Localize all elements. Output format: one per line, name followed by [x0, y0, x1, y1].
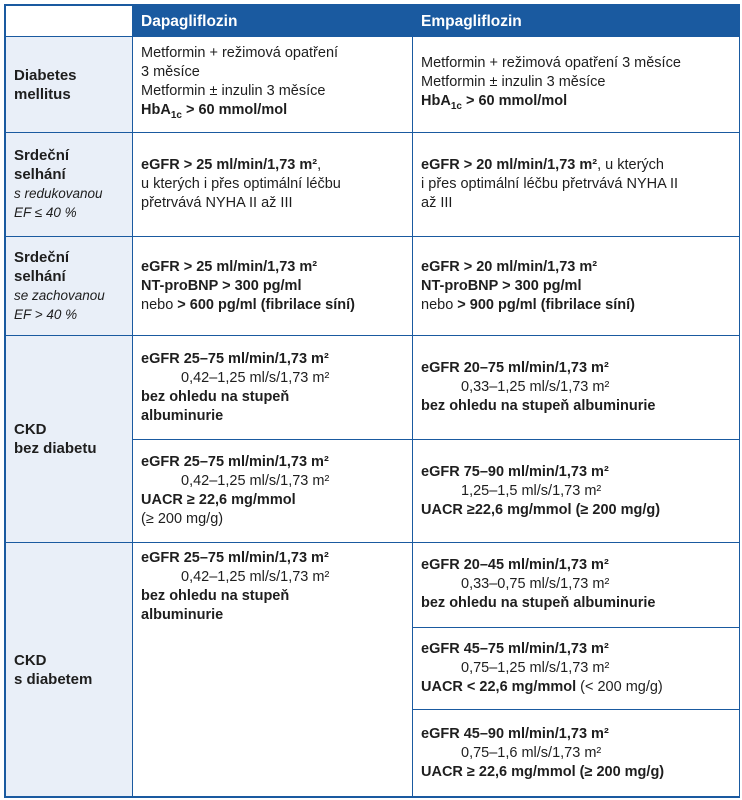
cell-ckd-nd-empa-b — [413, 440, 740, 543]
ntprobnp-line: NT-proBNP > 300 pg/ml — [421, 277, 582, 294]
row-ckd-no-diabetes-a — [6, 336, 740, 440]
header-row — [6, 6, 740, 37]
egfr-si-line: 1,25–1,5 ml/s/1,73 m² — [461, 482, 602, 499]
egfr-line: eGFR 25–75 ml/min/1,73 m² — [141, 550, 329, 567]
cell-text: až III — [421, 194, 453, 211]
cell-text: bez ohledu na stupeň albuminurie — [421, 595, 656, 612]
egfr-line: eGFR 25–75 ml/min/1,73 m² — [141, 454, 329, 471]
cell-ckd-d-dapa — [133, 543, 413, 797]
rowhead-hf-reduced — [6, 132, 133, 236]
egfr-si-line: 0,42–1,25 ml/s/1,73 m² — [181, 569, 330, 586]
egfr-line: eGFR 45–75 ml/min/1,73 m² — [421, 640, 609, 657]
indication-table-frame — [4, 4, 740, 798]
header-dapagliflozin: Dapagliflozin — [133, 6, 413, 37]
cell-text: bez ohledu na stupeň albuminurie — [421, 398, 656, 415]
cell-text: albuminurie — [141, 407, 224, 424]
cell-text: u kterých i přes optimální léčbu — [141, 175, 341, 192]
egfr-si-line: 0,33–1,25 ml/s/1,73 m² — [461, 379, 610, 396]
rowhead-label: s diabetem — [14, 670, 93, 688]
cell-hf-reduced-dapa — [133, 132, 413, 236]
rowhead-ckd-diabetes — [6, 543, 133, 797]
af-line: nebo > 900 pg/ml (fibrilace síní) — [421, 296, 635, 313]
rowhead-sublabel: EF ≤ 40 % — [14, 205, 77, 221]
rowhead-hf-preserved — [6, 236, 133, 336]
cell-ckd-d-empa-a — [413, 543, 740, 628]
rowhead-sublabel: se zachovanou — [14, 288, 105, 304]
egfr-line: eGFR 75–90 ml/min/1,73 m² — [421, 463, 609, 480]
row-diabetes — [6, 37, 740, 133]
cell-text: bez ohledu na stupeň — [141, 388, 290, 405]
rowhead-label: Srdeční — [14, 147, 70, 165]
cell-diabetes-dapa — [133, 37, 413, 133]
cell-ckd-d-empa-c — [413, 710, 740, 797]
egfr-line: eGFR 45–90 ml/min/1,73 m² — [421, 725, 609, 742]
egfr-si-line: 0,75–1,6 ml/s/1,73 m² — [461, 744, 602, 761]
egfr-si-line: 0,75–1,25 ml/s/1,73 m² — [461, 659, 610, 676]
header-corner — [6, 6, 133, 37]
rowhead-label: Srdeční — [14, 249, 70, 267]
egfr-line: eGFR 20–45 ml/min/1,73 m² — [421, 557, 609, 574]
uacr-line: UACR ≥22,6 mg/mmol (≥ 200 mg/g) — [421, 501, 661, 518]
egfr-line: eGFR 20–75 ml/min/1,73 m² — [421, 360, 609, 377]
rowhead-label: bez diabetu — [14, 440, 97, 458]
uacr-line: UACR ≥ 22,6 mg/mmol (≥ 200 mg/g) — [421, 763, 665, 780]
rowhead-label: Diabetes — [14, 66, 77, 84]
egfr-si-line: 0,42–1,25 ml/s/1,73 m² — [181, 473, 330, 490]
egfr-line: eGFR > 25 ml/min/1,73 m², — [141, 156, 322, 173]
hba1c-criterion: HbA$_{1c}$ > 60 mmol/mol — [421, 92, 568, 112]
cell-text: albuminurie — [141, 607, 224, 624]
cell-text: přetrvává NYHA II až III — [141, 194, 293, 211]
uacr-line: UACR < 22,6 mg/mmol (< 200 mg/g) — [421, 678, 663, 695]
row-hf-reduced — [6, 132, 740, 236]
cell-ckd-d-empa-b — [413, 627, 740, 710]
egfr-line: eGFR > 20 ml/min/1,73 m², u kterých — [421, 156, 664, 173]
cell-text: Metformin + režimová opatření — [141, 45, 339, 62]
cell-hf-reduced-empa — [413, 132, 740, 236]
cell-ckd-nd-empa-a — [413, 336, 740, 440]
cell-ckd-nd-dapa-b — [133, 440, 413, 543]
header-empagliflozin: Empagliflozin — [413, 6, 740, 37]
rowhead-label: CKD — [14, 651, 47, 669]
ntprobnp-line: NT-proBNP > 300 pg/ml — [141, 277, 302, 294]
rowhead-label: mellitus — [14, 85, 71, 103]
egfr-line: eGFR > 20 ml/min/1,73 m² — [421, 258, 598, 275]
cell-text: 3 měsíce — [141, 64, 200, 81]
uacr-line: UACR ≥ 22,6 mg/mmol — [141, 492, 296, 509]
indication-table — [5, 5, 740, 797]
egfr-si-line: 0,33–0,75 ml/s/1,73 m² — [461, 576, 610, 593]
cell-hf-preserved-dapa — [133, 236, 413, 336]
cell-text: Metformin + režimová opatření 3 měsíce — [421, 54, 681, 71]
row-hf-preserved — [6, 236, 740, 336]
rowhead-label: selhání — [14, 166, 66, 184]
rowhead-sublabel: s redukovanou — [14, 186, 103, 202]
row-ckd-diabetes-a — [6, 543, 740, 628]
egfr-line: eGFR > 25 ml/min/1,73 m² — [141, 258, 318, 275]
af-line: nebo > 600 pg/ml (fibrilace síní) — [141, 296, 355, 313]
cell-text: bez ohledu na stupeň — [141, 588, 290, 605]
rowhead-diabetes — [6, 37, 133, 133]
rowhead-sublabel: EF > 40 % — [14, 307, 78, 323]
egfr-si-line: 0,42–1,25 ml/s/1,73 m² — [181, 369, 330, 386]
hba1c-criterion: HbA$_{1c}$ > 60 mmol/mol — [141, 102, 288, 122]
cell-text: Metformin ± inzulin 3 měsíce — [141, 83, 326, 100]
rowhead-ckd-no-diabetes — [6, 336, 133, 543]
cell-text: Metformin ± inzulin 3 měsíce — [421, 73, 606, 90]
cell-text: i přes optimální léčbu přetrvává NYHA II — [421, 175, 679, 192]
rowhead-label: CKD — [14, 421, 47, 439]
egfr-line: eGFR 25–75 ml/min/1,73 m² — [141, 350, 329, 367]
rowhead-label: selhání — [14, 268, 66, 286]
cell-diabetes-empa — [413, 37, 740, 133]
cell-text: (≥ 200 mg/g) — [141, 511, 224, 528]
cell-hf-preserved-empa — [413, 236, 740, 336]
cell-ckd-nd-dapa-a — [133, 336, 413, 440]
